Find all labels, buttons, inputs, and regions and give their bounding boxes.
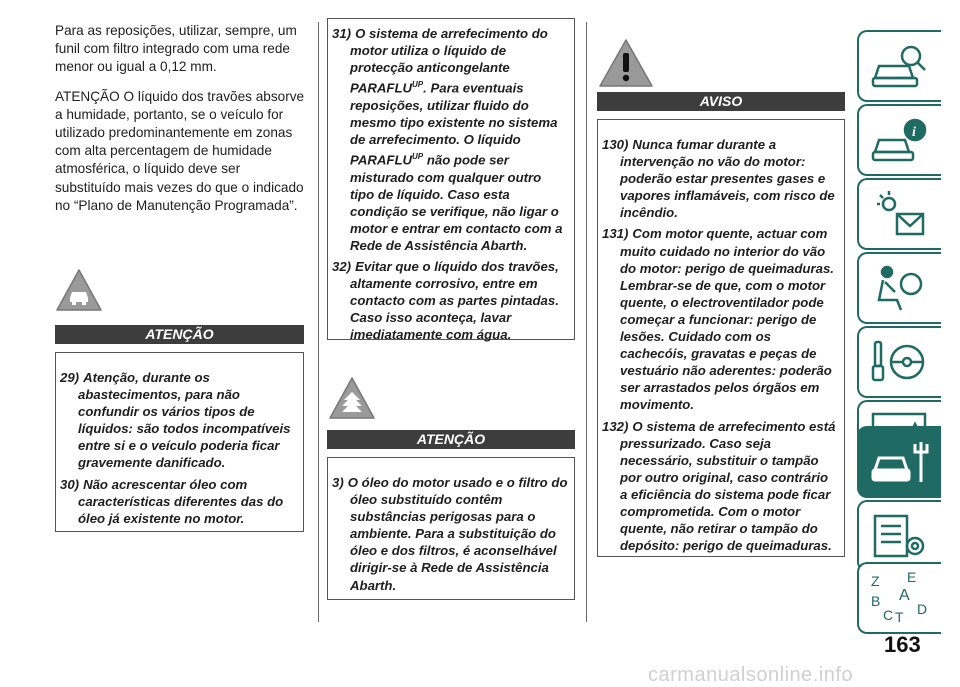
steering-key-icon [869,336,931,390]
page-number: 163 [884,632,921,657]
list-item: 3) O óleo do motor usado e o filtro do óleo substituído contêm substâncias perigosas para o ambiente. Para a substituição do óleo e dos filtros, é aconselhável dirigir-se à Rede de Assistência Abarth. [332,475,568,593]
watermark[interactable]: carmanualsonline.info [648,664,854,686]
alphabetical-index-icon [869,572,931,626]
list-item: 31) O sistema de arrefecimento do motor utiliza o líquido de protecção anticongelante $PARAFLU^{UP}$. Para eventuais reposições, utilizar fluido do mesmo tipo existente no sistema de arrefecimento. O líquido $PARAFLU^{UP}$ não pode ser misturado com qualquer outro tipo de líquido. Caso esta condição se verifique, não ligar o motor e entrar em contacto com a Rede de Assistência Abarth. [332,26,563,253]
car-search-icon [869,40,931,94]
car-info-icon [869,114,931,168]
index-letter: B [871,593,881,609]
list-item: 29) Atenção, durante os abastecimentos, para não confundir os vários tipos de líquidos: são todos incompatíveis entre si e o veículo poderia ficar gravemente danificado. [60,370,291,471]
tab-warning-lights[interactable] [857,104,941,176]
index-letter: D [917,601,928,617]
warning-list [602,136,838,554]
caution-list-1 [60,369,297,527]
caution-box-1 [55,352,304,532]
warning-lights-message-icon [869,188,931,242]
index-letter: E [907,572,917,585]
paragraph-funnel-filter: Para as reposições, utilizar, sempre, um funil com filtro integrado com uma rede menor ou igual a 0,12 mm. [55,23,297,75]
paragraph-brake-fluid: ATENÇÃO O líquido dos travões absorve a humidade, portanto, se o veículo for utilizado predominantemente em zonas com alta percentagem de humidade atmosférica, o líquido deve ser substituído mais vezes do que o indicado no “Plano de Manutenção Programada”. [55,88,305,213]
column-divider-2 [586,22,587,622]
technical-data-icon [869,510,931,564]
airbag-seat-icon [869,262,931,316]
caution-heading-1: ATENÇÃO [55,325,304,344]
index-letter: C [883,607,894,623]
caution-list-2 [332,474,568,594]
tab-getting-to-know-car[interactable] [857,30,941,102]
exclamation-warning-icon [598,38,654,88]
tab-maintenance[interactable] [857,426,941,498]
list-item: 130) Nunca fumar durante a intervenção no vão do motor: poderão estar presentes gases e vapores inflamáveis, com risco de incêndio. [602,137,835,221]
caution-heading-2: ATENÇÃO [327,430,575,449]
column-divider-1 [318,22,319,622]
coolant-list [332,25,568,343]
tab-starting-driving[interactable] [857,326,941,398]
index-letter: A [899,587,910,604]
tab-messages[interactable] [857,178,941,250]
list-item: 30) Não acrescentar óleo com características diferentes das do óleo já existente no motor. [60,476,284,526]
tab-index[interactable] [857,562,941,634]
tab-safety[interactable] [857,252,941,324]
list-item: 132) O sistema de arrefecimento está pressurizado. Caso seja necessário, substituir o tampão por outro original, caso contrário a eficiência do sistema pode ficar comprometida. Com o motor quente, não retirar o tampão do depósito: perigo de queimaduras. [602,418,836,554]
car-slip-warning-icon [55,268,103,312]
environment-warning-icon [328,376,376,420]
warning-box [597,119,845,557]
list-item: 131) Com motor quente, actuar com muito cuidado no interior do vão do motor: perigo de queimaduras. Lembrar-se de que, com o motor quente, o electroventilador pode começar a funcionar: perigo de lesões. Cuidado com os cachecóis, gravatas e peças de vestuário não aderentes: poderão ser arrastados pelos órgãos em movimento. [602,226,834,413]
coolant-box [327,18,575,343]
index-letter: T [895,609,904,625]
left-text-column [55,22,307,226]
list-item: 32) Evitar que o líquido dos travões, altamente corrosivo, entre em contacto com as partes pintadas. Caso isso aconteça, lavar imediatamente com água. [332,259,559,343]
caution-box-2 [327,457,575,600]
svg-text:i: i [912,125,916,140]
warning-heading: AVISO [597,92,845,111]
index-letter: Z [871,573,880,589]
car-maintenance-icon [869,436,931,490]
